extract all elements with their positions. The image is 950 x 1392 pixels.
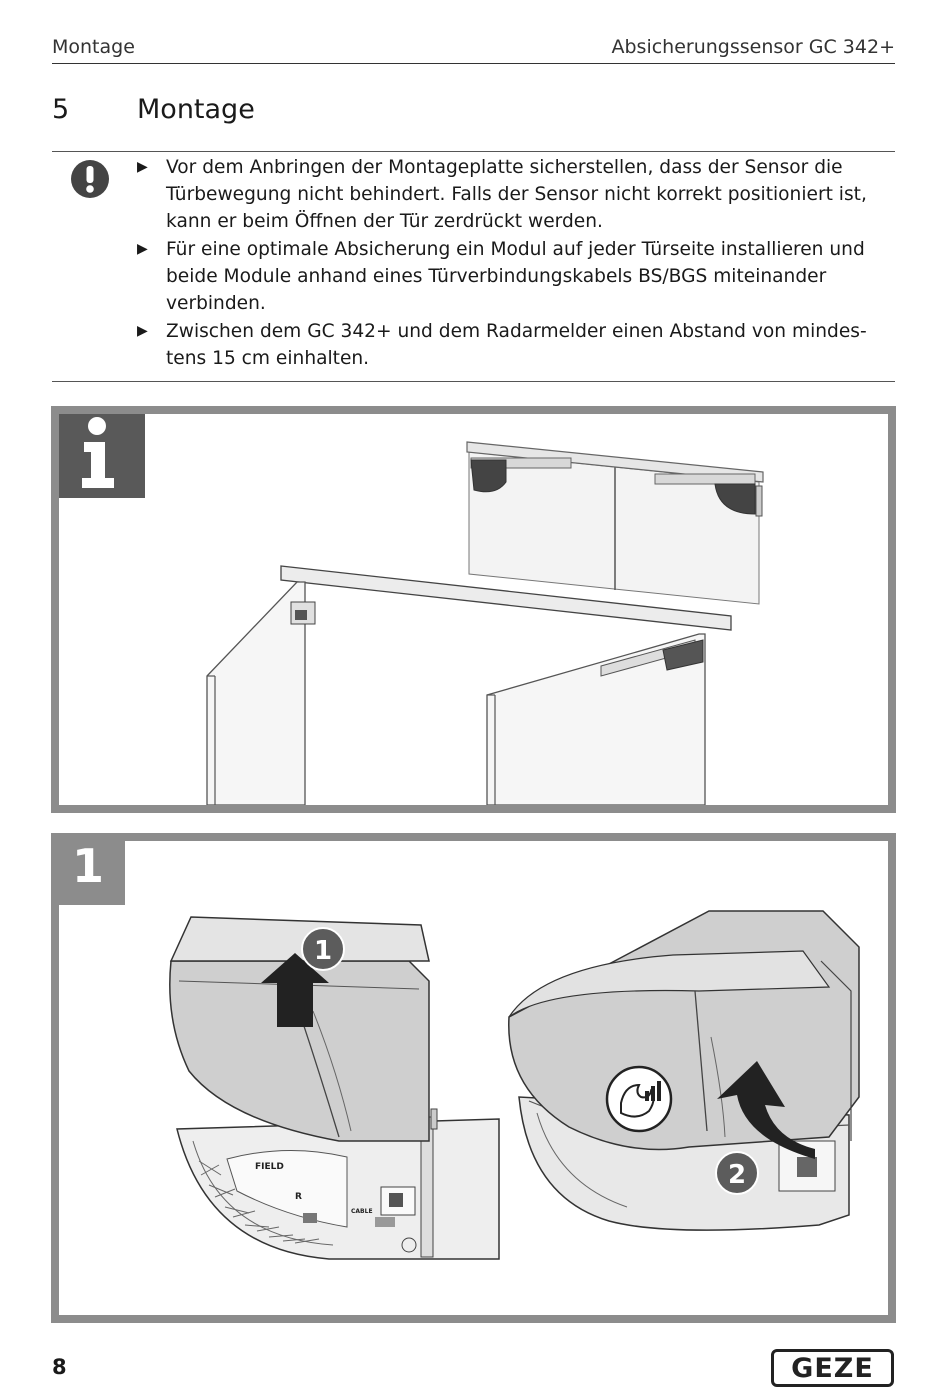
note-item <box>137 318 897 372</box>
header-chapter: Montage <box>52 36 135 58</box>
section-number: 5 <box>52 94 70 125</box>
note-text: Für eine optimale Absicherung ein Modul auf jeder Türseite installieren und beide Module anhand eines Türverbindungskabels BS/BGS miteinander verbinden. <box>166 239 865 314</box>
cable-label: CABLE <box>351 1208 373 1215</box>
bullet-triangle-icon: ▶ <box>137 323 148 339</box>
header-rule <box>52 63 895 64</box>
note-text: Vor dem Anbringen der Montageplatte sicherstellen, dass der Sensor die Türbewegung nicht behindert. Falls der Sensor nicht korrekt positioniert ist, kann er beim Öffnen der Tür zerdrückt werden. <box>166 157 867 232</box>
strength-icon <box>607 1067 671 1131</box>
note-text: Zwischen dem GC 342+ und dem Radarmelder einen Abstand von mindes-tens 15 cm einhalten. <box>166 321 867 369</box>
bullet-triangle-icon: ▶ <box>137 159 148 175</box>
section-title: Montage <box>137 94 255 125</box>
note-item <box>137 154 897 235</box>
warning-icon <box>70 159 110 199</box>
info-icon <box>51 406 145 498</box>
callout-1 <box>302 928 344 970</box>
sensor-cover-illustration <box>59 841 888 1315</box>
svg-text:2: 2 <box>727 1160 747 1190</box>
note-list <box>137 154 897 373</box>
note-rule-top <box>52 151 895 152</box>
logo-text: GEZE <box>791 1353 874 1384</box>
note-item <box>137 236 897 317</box>
step-number: 1 <box>71 839 104 893</box>
bullet-triangle-icon: ▶ <box>137 241 148 257</box>
door-mounting-illustration <box>59 414 888 805</box>
step-panel <box>51 833 896 1323</box>
field-label: FIELD <box>255 1162 284 1172</box>
info-panel <box>51 406 896 813</box>
page-number: 8 <box>52 1355 67 1379</box>
header-product: Absicherungssensor GC 342+ <box>611 36 895 58</box>
note-rule-bottom <box>52 381 895 382</box>
callout-2 <box>716 1152 758 1194</box>
r-label: R <box>295 1192 302 1202</box>
geze-logo <box>771 1349 894 1387</box>
svg-text:1: 1 <box>313 936 333 966</box>
